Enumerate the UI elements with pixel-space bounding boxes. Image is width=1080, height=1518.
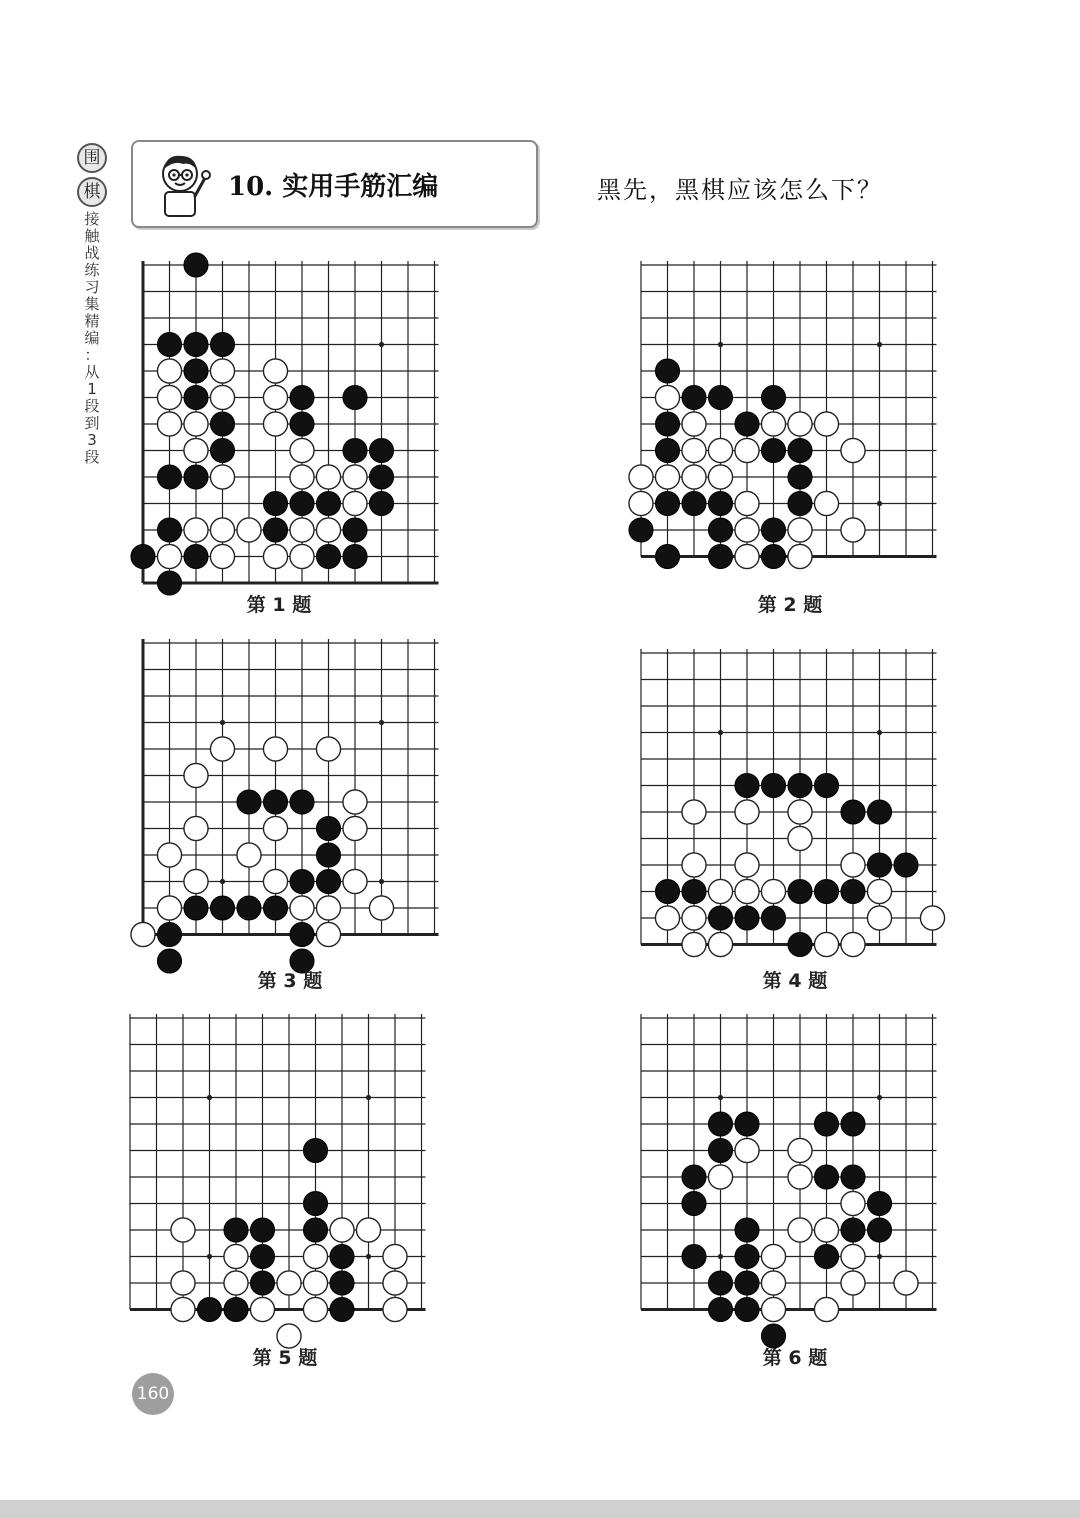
white-stone	[708, 879, 732, 903]
white-stone	[735, 544, 759, 568]
black-stone	[708, 491, 732, 515]
black-stone	[210, 438, 234, 462]
black-stone	[210, 332, 234, 356]
black-stone	[303, 1138, 327, 1162]
white-stone	[383, 1297, 407, 1321]
black-stone	[369, 438, 393, 462]
go-board-4	[628, 640, 953, 955]
white-stone	[735, 518, 759, 542]
black-stone	[682, 385, 706, 409]
star-point	[220, 879, 225, 884]
problem-caption-6: 第 6 题	[762, 1347, 828, 1369]
white-stone	[761, 1297, 785, 1321]
black-stone	[237, 896, 261, 920]
white-stone	[224, 1271, 248, 1295]
problem-caption-5: 第 5 题	[252, 1347, 318, 1369]
black-stone	[250, 1271, 274, 1295]
white-stone	[682, 412, 706, 436]
black-stone	[369, 491, 393, 515]
white-stone	[343, 869, 367, 893]
black-stone	[655, 412, 679, 436]
book-side-title	[78, 143, 106, 466]
white-stone	[788, 1165, 812, 1189]
white-stone	[263, 737, 287, 761]
black-stone	[867, 1191, 891, 1215]
black-stone	[330, 1244, 354, 1268]
star-point	[207, 1095, 212, 1100]
white-stone	[316, 922, 340, 946]
white-stone	[655, 465, 679, 489]
white-stone	[682, 932, 706, 956]
star-point	[877, 730, 882, 735]
black-stone	[316, 843, 340, 867]
black-stone	[682, 1244, 706, 1268]
black-stone	[682, 879, 706, 903]
black-stone	[263, 491, 287, 515]
black-stone	[682, 491, 706, 515]
star-point	[877, 501, 882, 506]
white-stone	[708, 438, 732, 462]
side-subtitle-char: 从	[84, 363, 100, 381]
black-stone	[655, 544, 679, 568]
white-stone	[735, 1138, 759, 1162]
side-subtitle-char: 编	[84, 329, 100, 347]
black-stone	[708, 1297, 732, 1321]
white-stone	[682, 438, 706, 462]
white-stone	[708, 465, 732, 489]
star-point	[220, 720, 225, 725]
side-subtitle-char: 触	[84, 227, 100, 245]
white-stone	[157, 843, 181, 867]
white-stone	[682, 465, 706, 489]
white-stone	[761, 879, 785, 903]
black-stone	[841, 1218, 865, 1242]
star-point	[379, 879, 384, 884]
black-stone	[210, 896, 234, 920]
go-board-1	[130, 252, 434, 582]
side-subtitle-char: 1	[87, 380, 97, 398]
black-stone	[708, 1271, 732, 1295]
black-stone	[735, 412, 759, 436]
white-stone	[263, 544, 287, 568]
white-stone	[303, 1271, 327, 1295]
white-stone	[316, 896, 340, 920]
lesson-title-box	[131, 140, 538, 228]
black-stone	[629, 518, 653, 542]
black-stone	[157, 332, 181, 356]
side-subtitle-char: 习	[84, 278, 100, 296]
white-stone	[682, 906, 706, 930]
side-subtitle-char: 战	[84, 244, 100, 262]
side-subtitle-char: ：	[84, 346, 100, 364]
white-stone	[761, 412, 785, 436]
black-stone	[290, 385, 314, 409]
black-stone	[184, 359, 208, 383]
side-subtitle-char: 到	[84, 414, 100, 432]
white-stone	[263, 385, 287, 409]
black-stone	[788, 932, 812, 956]
side-subtitle-char: 段	[84, 397, 100, 415]
black-stone	[330, 1271, 354, 1295]
problem-caption-3: 第 3 题	[257, 970, 323, 992]
black-stone	[814, 1112, 838, 1136]
black-stone	[735, 1112, 759, 1136]
black-stone	[330, 1297, 354, 1321]
white-stone	[788, 800, 812, 824]
black-stone	[814, 879, 838, 903]
white-stone	[184, 438, 208, 462]
white-stone	[814, 412, 838, 436]
black-stone	[290, 491, 314, 515]
white-stone	[814, 1218, 838, 1242]
white-stone	[184, 412, 208, 436]
white-stone	[184, 869, 208, 893]
white-stone	[210, 737, 234, 761]
black-stone	[250, 1218, 274, 1242]
white-stone	[894, 1271, 918, 1295]
black-stone	[788, 438, 812, 462]
white-stone	[237, 843, 261, 867]
white-stone	[369, 896, 393, 920]
white-stone	[263, 359, 287, 383]
black-stone	[735, 1244, 759, 1268]
white-stone	[343, 816, 367, 840]
white-stone	[263, 412, 287, 436]
black-stone	[841, 1112, 865, 1136]
black-stone	[343, 438, 367, 462]
black-stone	[343, 385, 367, 409]
white-stone	[237, 518, 261, 542]
white-stone	[263, 869, 287, 893]
white-stone	[735, 879, 759, 903]
star-point	[718, 342, 723, 347]
side-subtitle-char: 接	[84, 210, 100, 228]
black-stone	[157, 518, 181, 542]
black-stone	[316, 869, 340, 893]
white-stone	[814, 932, 838, 956]
black-stone	[735, 1271, 759, 1295]
star-point	[877, 342, 882, 347]
white-stone	[263, 816, 287, 840]
problem-caption-4: 第 4 题	[762, 970, 828, 992]
white-stone	[629, 465, 653, 489]
white-stone	[655, 906, 679, 930]
black-stone	[682, 1165, 706, 1189]
white-stone	[655, 385, 679, 409]
black-stone	[708, 518, 732, 542]
go-board-6	[628, 1005, 953, 1332]
black-stone	[224, 1218, 248, 1242]
black-stone	[157, 922, 181, 946]
black-stone	[184, 896, 208, 920]
black-stone	[814, 1165, 838, 1189]
white-stone	[224, 1244, 248, 1268]
white-stone	[157, 896, 181, 920]
white-stone	[841, 518, 865, 542]
black-stone	[708, 544, 732, 568]
black-stone	[655, 359, 679, 383]
white-stone	[788, 518, 812, 542]
side-subtitle-char: 练	[84, 261, 100, 279]
black-stone	[250, 1244, 274, 1268]
go-board-2	[628, 252, 953, 570]
black-stone	[735, 1218, 759, 1242]
black-stone	[761, 438, 785, 462]
black-stone	[316, 491, 340, 515]
white-stone	[814, 1297, 838, 1321]
white-stone	[629, 491, 653, 515]
black-stone	[761, 773, 785, 797]
white-stone	[814, 491, 838, 515]
black-stone	[894, 853, 918, 877]
black-stone	[303, 1218, 327, 1242]
side-subtitle-char: 3	[87, 431, 97, 449]
white-stone	[841, 932, 865, 956]
footer-bar	[0, 1500, 1080, 1518]
black-stone	[655, 491, 679, 515]
white-stone	[682, 853, 706, 877]
white-stone	[841, 438, 865, 462]
side-subtitle-char: 集	[84, 295, 100, 313]
black-stone	[290, 412, 314, 436]
white-stone	[210, 465, 234, 489]
black-stone	[735, 906, 759, 930]
star-point	[207, 1254, 212, 1259]
black-stone	[197, 1297, 221, 1321]
black-stone	[224, 1297, 248, 1321]
white-stone	[171, 1297, 195, 1321]
white-stone	[171, 1218, 195, 1242]
white-stone	[316, 465, 340, 489]
white-stone	[157, 359, 181, 383]
white-stone	[343, 465, 367, 489]
go-board-5	[117, 1005, 442, 1335]
star-point	[379, 720, 384, 725]
white-stone	[788, 1218, 812, 1242]
black-stone	[343, 518, 367, 542]
black-stone	[682, 1191, 706, 1215]
white-stone	[867, 879, 891, 903]
black-stone	[788, 879, 812, 903]
black-stone	[303, 1191, 327, 1215]
black-stone	[290, 922, 314, 946]
white-stone	[184, 763, 208, 787]
black-stone	[761, 544, 785, 568]
star-point	[877, 1254, 882, 1259]
white-stone	[383, 1244, 407, 1268]
black-stone	[316, 816, 340, 840]
white-stone	[761, 1271, 785, 1295]
black-stone	[735, 773, 759, 797]
white-stone	[157, 544, 181, 568]
black-stone	[263, 518, 287, 542]
black-stone	[157, 465, 181, 489]
white-stone	[184, 518, 208, 542]
white-stone	[290, 544, 314, 568]
black-stone	[761, 518, 785, 542]
star-point	[877, 1095, 882, 1100]
black-stone	[655, 879, 679, 903]
white-stone	[303, 1297, 327, 1321]
white-stone	[290, 465, 314, 489]
white-stone	[735, 800, 759, 824]
star-point	[366, 1095, 371, 1100]
black-stone	[708, 906, 732, 930]
black-stone	[814, 1244, 838, 1268]
white-stone	[708, 932, 732, 956]
side-subtitle-char: 精	[84, 312, 100, 330]
white-stone	[841, 853, 865, 877]
black-stone	[131, 544, 155, 568]
white-stone	[330, 1218, 354, 1242]
white-stone	[356, 1218, 380, 1242]
black-stone	[841, 1165, 865, 1189]
white-stone	[210, 359, 234, 383]
white-stone	[210, 385, 234, 409]
white-stone	[735, 491, 759, 515]
side-title-char: 围	[77, 143, 107, 173]
black-stone	[316, 544, 340, 568]
white-stone	[303, 1244, 327, 1268]
black-stone	[343, 544, 367, 568]
white-stone	[761, 1244, 785, 1268]
black-stone	[157, 571, 181, 595]
black-stone	[841, 800, 865, 824]
white-stone	[920, 906, 944, 930]
black-stone	[814, 773, 838, 797]
white-stone	[171, 1271, 195, 1295]
black-stone	[867, 853, 891, 877]
black-stone	[735, 1297, 759, 1321]
white-stone	[131, 922, 155, 946]
black-stone	[788, 773, 812, 797]
white-stone	[277, 1271, 301, 1295]
white-stone	[788, 1138, 812, 1162]
black-stone	[184, 253, 208, 277]
go-board-3	[130, 630, 455, 956]
black-stone	[184, 385, 208, 409]
white-stone	[343, 790, 367, 814]
black-stone	[788, 465, 812, 489]
white-stone	[383, 1271, 407, 1295]
black-stone	[788, 491, 812, 515]
white-stone	[841, 1271, 865, 1295]
side-subtitle-char: 段	[84, 448, 100, 466]
black-stone	[761, 906, 785, 930]
black-stone	[761, 385, 785, 409]
white-stone	[788, 826, 812, 850]
lesson-title: 10. 实用手筋汇编	[228, 172, 439, 202]
white-stone	[290, 896, 314, 920]
white-stone	[316, 737, 340, 761]
white-stone	[841, 1244, 865, 1268]
black-stone	[184, 544, 208, 568]
white-stone	[867, 906, 891, 930]
page-number-badge: 160	[132, 1373, 174, 1415]
problem-caption-1: 第 1 题	[246, 594, 312, 616]
black-stone	[237, 790, 261, 814]
black-stone	[867, 1218, 891, 1242]
star-point	[379, 342, 384, 347]
black-stone	[263, 896, 287, 920]
white-stone	[184, 816, 208, 840]
black-stone	[210, 412, 234, 436]
white-stone	[316, 518, 340, 542]
white-stone	[210, 544, 234, 568]
white-stone	[735, 438, 759, 462]
white-stone	[735, 853, 759, 877]
star-point	[718, 1254, 723, 1259]
black-stone	[184, 332, 208, 356]
white-stone	[343, 491, 367, 515]
black-stone	[263, 790, 287, 814]
white-stone	[788, 412, 812, 436]
instruction-text: 黑先，黑棋应该怎么下？	[597, 176, 883, 204]
star-point	[718, 1095, 723, 1100]
white-stone	[841, 1191, 865, 1215]
white-stone	[157, 412, 181, 436]
black-stone	[290, 869, 314, 893]
black-stone	[708, 1112, 732, 1136]
white-stone	[290, 518, 314, 542]
black-stone	[708, 1138, 732, 1162]
black-stone	[290, 790, 314, 814]
white-stone	[250, 1297, 274, 1321]
black-stone	[184, 465, 208, 489]
white-stone	[788, 544, 812, 568]
side-title-char: 棋	[77, 177, 107, 207]
black-stone	[841, 879, 865, 903]
star-point	[366, 1254, 371, 1259]
white-stone	[290, 438, 314, 462]
black-stone	[157, 949, 181, 973]
problem-caption-2: 第 2 题	[757, 594, 823, 616]
star-point	[718, 730, 723, 735]
white-stone	[682, 800, 706, 824]
white-stone	[708, 1165, 732, 1189]
black-stone	[655, 438, 679, 462]
white-stone	[157, 385, 181, 409]
black-stone	[867, 800, 891, 824]
black-stone	[369, 465, 393, 489]
white-stone	[210, 518, 234, 542]
black-stone	[708, 385, 732, 409]
boy-mascot-icon	[147, 148, 217, 218]
